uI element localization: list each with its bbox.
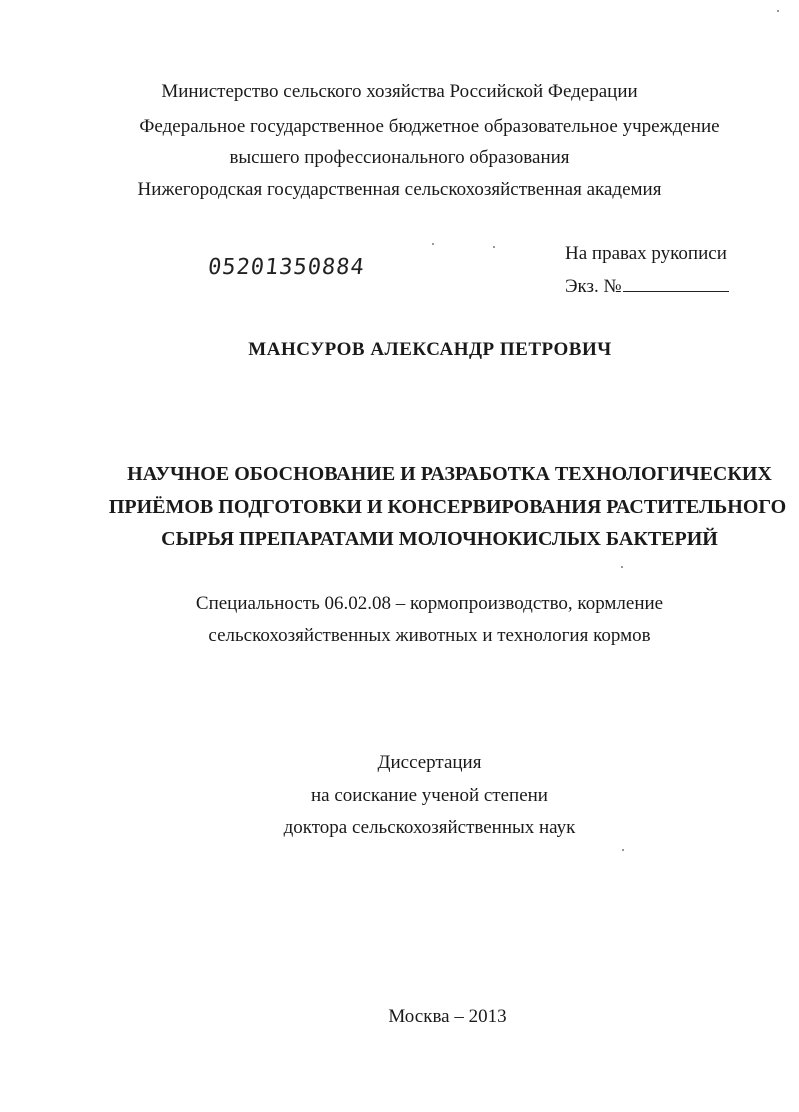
dissertation-title-line-3: СЫРЬЯ ПРЕПАРАТАМИ МОЛОЧНОКИСЛЫХ БАКТЕРИЙ (161, 528, 718, 550)
scan-speck (493, 246, 495, 248)
academy-name-line: Нижегородская государственная сельскохозяйственная академия (137, 179, 662, 200)
degree-purpose-line: на соискание ученой степени (311, 785, 548, 806)
ministry-line: Министерство сельского хозяйства Российской Федерации (161, 81, 638, 102)
education-level-line: высшего профессионального образования (229, 147, 570, 168)
specialty-line-1: Специальность 06.02.08 – кормопроизводство, кормление (195, 593, 664, 614)
scan-speck (622, 849, 624, 851)
scan-speck (777, 10, 779, 12)
dissertation-title-line-1: НАУЧНОЕ ОБОСНОВАНИЕ И РАЗРАБОТКА ТЕХНОЛОГИЧЕСКИХ (127, 463, 772, 485)
place-year: Москва – 2013 (388, 1006, 507, 1027)
author-name: МАНСУРОВ АЛЕКСАНДР ПЕТРОВИЧ (248, 339, 612, 360)
degree-name-line: доктора сельскохозяйственных наук (283, 817, 576, 838)
dissertation-title-line-2: ПРИЁМОВ ПОДГОТОВКИ И КОНСЕРВИРОВАНИЯ РАСТИТЕЛЬНОГО (108, 496, 787, 518)
specialty-line-2: сельскохозяйственных животных и технология кормов (208, 625, 651, 646)
copy-number-line (565, 275, 729, 299)
copy-number-label: Экз. № (565, 276, 622, 297)
scan-speck (432, 243, 434, 245)
institution-type-line: Федеральное государственное бюджетное образовательное учреждение (139, 116, 720, 137)
copy-number-blank (623, 290, 729, 292)
scan-speck (621, 566, 623, 568)
archive-stamp-number: 05201350884 (206, 255, 367, 280)
manuscript-rights-label: На правах рукописи (565, 243, 727, 264)
dissertation-label: Диссертация (377, 752, 482, 773)
